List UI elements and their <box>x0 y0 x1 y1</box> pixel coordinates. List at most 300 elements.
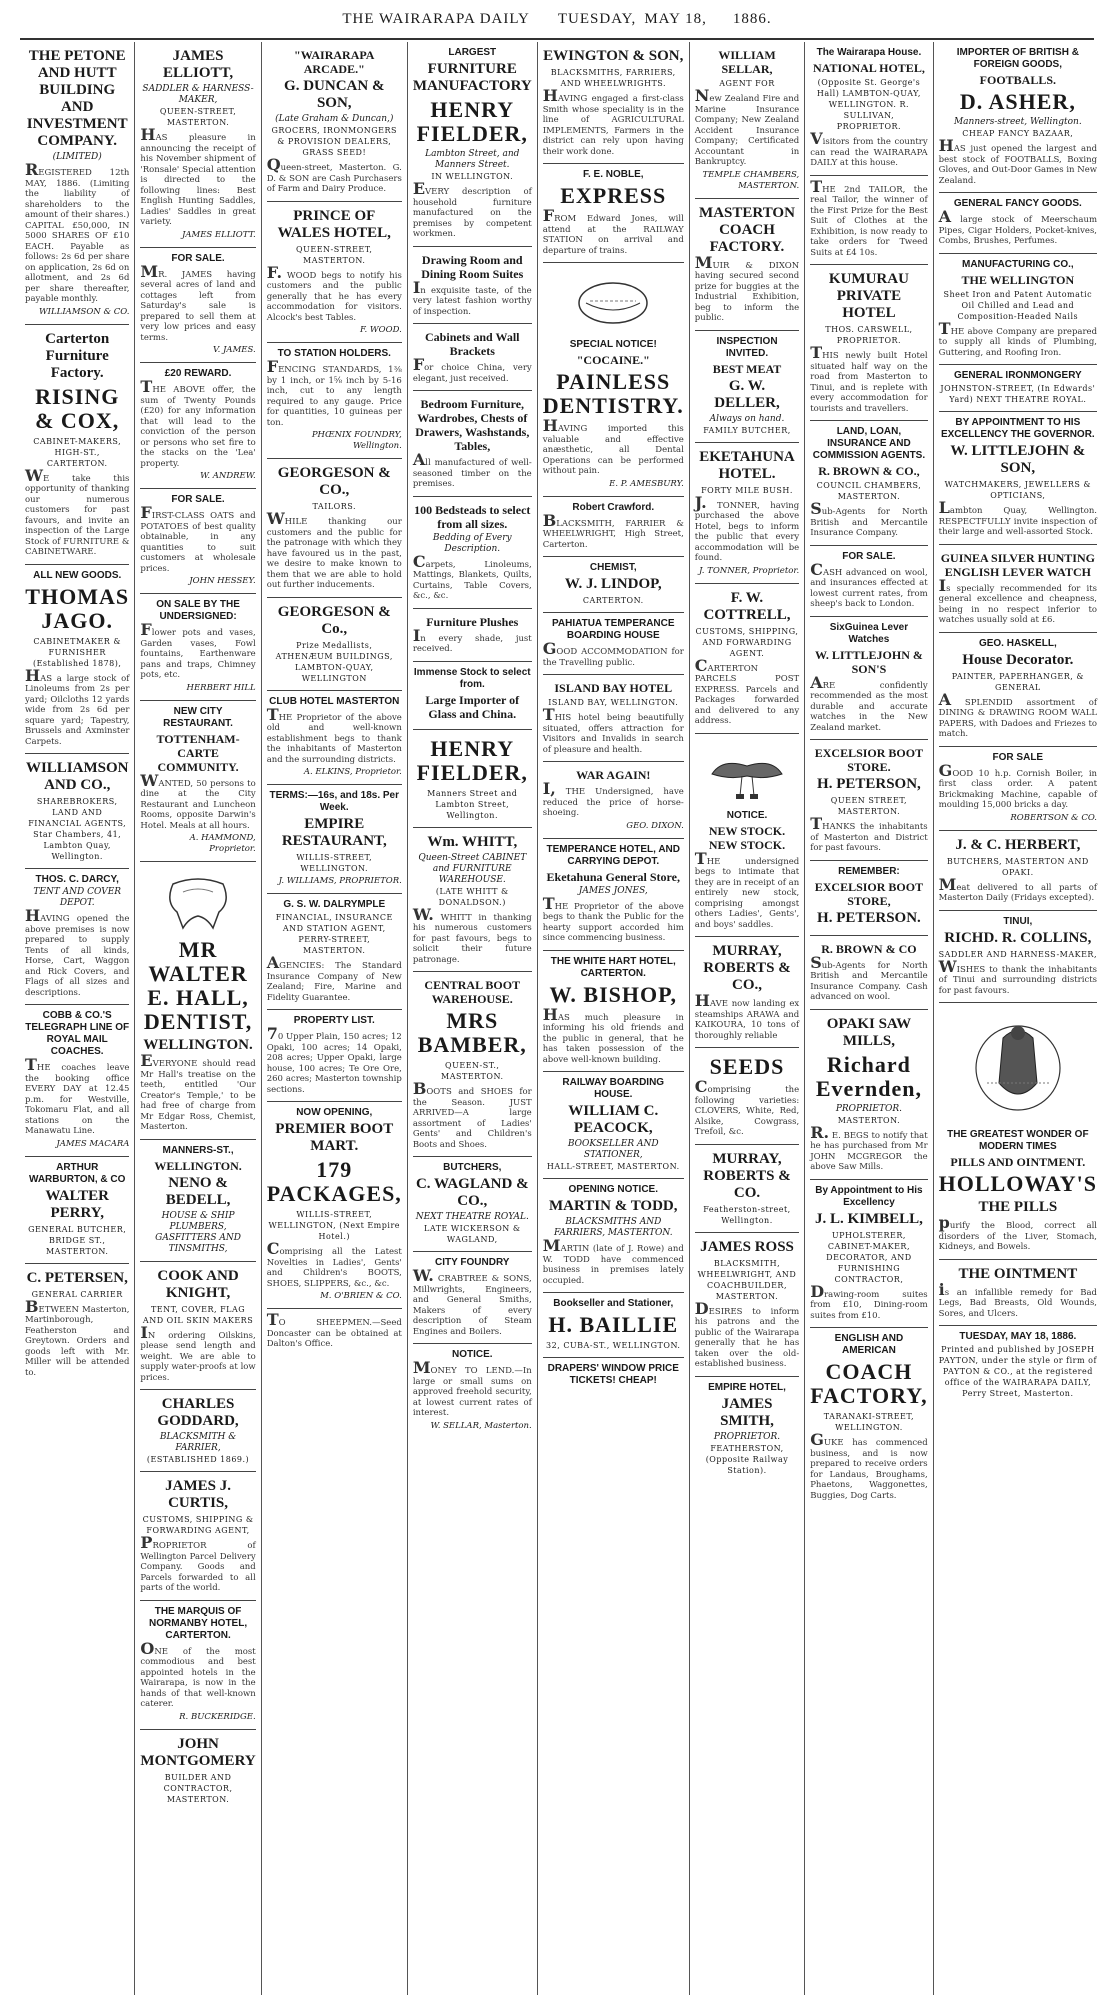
ad-label: G. S. W. DALRYMPLE <box>283 899 386 910</box>
ad-caption: Prize Medallists, ATHENÆUM BUILDINGS, LAMBTON-QUAY, WELLINGTON <box>275 640 393 683</box>
ad-body-text: THE Proprietor of the above old and well-known establishment begs to thank the inhabitants of Masterton and the surrounding districts. <box>266 704 402 765</box>
ad-label: THE WHITE HART HOTEL, CARTERTON. <box>550 955 676 979</box>
advertisement <box>939 1003 1097 1260</box>
ad-title: CHARLES GODDARD, <box>157 1396 239 1429</box>
advertisement <box>413 1252 532 1344</box>
masthead-year: 1886. <box>732 10 772 27</box>
ad-subtitle: HOUSE & SHIP PLUMBERS, GASFITTERS AND TINSMITHS, <box>155 1210 241 1254</box>
ad-label: PROPERTY LIST. <box>293 1015 375 1026</box>
ad-body-text: purify the Blood, correct all disorders of the Liver, Stomach, Kidneys, and Bowels. <box>938 1213 1098 1252</box>
ad-body-text: WANTED, 50 persons to dine at the City Restaurant and Luncheon Rooms, opposite Darwin's Hotel. Meals at all hours. <box>140 770 256 831</box>
advertisement <box>695 199 799 331</box>
ad-label: GEO. HASKELL, <box>978 637 1057 649</box>
ad-caption: CABINETMAKER & FURNISHER (Established 1878), <box>32 636 122 668</box>
ad-heading: THE OINTMENT <box>958 1265 1078 1282</box>
ad-caption: PAINTER, PAPERHANGER, & GENERAL <box>951 671 1084 692</box>
ad-title: J. & C. HERBERT, <box>955 836 1081 853</box>
ad-body-text: EVERYONE should read Mr Hall's treatise on the teeth, entitled 'Our Creator's Temple,' to be had free of charge from Mr Edgar Ross, Chemist, Masterton. <box>140 1051 256 1132</box>
ad-title: JAMES SMITH, <box>720 1395 774 1429</box>
ad-title: RICHD. R. COLLINS, <box>944 929 1092 946</box>
ad-large-title: RISING & COX, <box>35 383 120 433</box>
ad-label: ON SALE BY THE UNDERSIGNED: <box>156 599 240 622</box>
ad-signature: JAMES ELLIOTT. <box>181 229 256 240</box>
ad-body-text: J. TONNER, having purchased the above Hotel, begs to inform the public that every accommodation will be found. <box>694 492 800 563</box>
ad-signature: J. TONNER, Proprietor. <box>699 565 800 576</box>
ad-body-text: HAVING imported this valuable and effective anæsthetic, all Dental Operations can be performed without pain. <box>542 416 684 476</box>
ad-caption: Featherston-street, Wellington. <box>703 1204 791 1225</box>
advertisement <box>543 1358 684 1394</box>
ad-body-text: HAVING engaged a first-class Smith whose speciality is in the line of AGRICULTURAL IMPLEMENTS, Farmers in the district can rely upon having their work done. <box>542 86 684 157</box>
ad-signature: HERBERT HILL <box>186 682 256 693</box>
advertisement <box>413 247 532 325</box>
advertisement <box>140 1730 255 1811</box>
ad-subtitle: (Late Graham & Duncan,) <box>275 114 394 124</box>
ad-label: PAHIATUA TEMPERANCE BOARDING HOUSE <box>551 618 675 641</box>
ad-subheading: WELLINGTON. <box>154 1158 242 1173</box>
ad-body-text: Sub-Agents for North British and Mercantile Insurance Company. <box>810 499 928 538</box>
ad-large-title: Richard Evernden, <box>815 1051 923 1101</box>
ad-body-text: W. WHITT in thanking his numerous customers for past favours, begs to solicit their future patronage. <box>412 904 532 965</box>
ad-title: G. W. DELLER, <box>714 377 780 411</box>
ad-body-text: Sub-Agents for North British and Mercantile Insurance Company. Cash advanced on wool. <box>810 952 928 1002</box>
advertisement <box>543 164 684 263</box>
saddle-illustration <box>702 744 792 804</box>
advertisement <box>267 1010 402 1102</box>
advertisement <box>413 42 532 247</box>
ad-label: FOR SALE <box>992 751 1044 763</box>
advertisement <box>939 1326 1097 1405</box>
ad-body-text: GOOD 10 h.p. Cornish Boiler, in first class order. A patent Brickmaking Machine, capable of moulding 15,000 bricks a day. <box>938 760 1098 810</box>
ad-label: CHEMIST, <box>589 562 637 573</box>
ad-title: MARTIN & TODD, <box>549 1198 678 1214</box>
advertisement <box>810 546 927 617</box>
advertisement <box>939 831 1097 911</box>
ad-label: ARTHUR WARBURTON, & CO <box>28 1161 126 1185</box>
ad-label: MANNERS-ST., <box>162 1144 234 1156</box>
ad-subheading: NEW STOCK. NEW STOCK. <box>708 823 786 852</box>
ad-label: BY APPOINTMENT TO HIS EXCELLENCY THE GOVERNOR. <box>940 417 1095 440</box>
ad-label: TERMS:—16s, and 18s. Per Week. <box>269 790 399 813</box>
ad-caption: FORTY MILE BUSH. <box>701 485 793 495</box>
ad-body-text: BOOTS and SHOES for the Season. JUST ARRIVED—A large assortment of Ladies' Gents' and Children's Boots and Shoes. <box>412 1079 532 1150</box>
ad-title: OPAKI SAW MILLS, <box>826 1015 912 1049</box>
ad-subheading: Bedroom Furniture, Wardrobes, Chests of Drawers, Washstands, Tables, <box>415 397 530 453</box>
ad-label: COBB & CO.'S TELEGRAPH LINE OF ROYAL MAIL COACHES. <box>25 1010 130 1057</box>
advertisement <box>267 691 402 786</box>
ad-label: THE GREATEST WONDER OF MODERN TIMES <box>947 1129 1089 1152</box>
advertisement <box>810 42 927 176</box>
ad-body-text: THE Proprietor of the above begs to thank the Public for the hearty support accorded him since commencing business. <box>542 893 684 943</box>
ad-caption: ISLAND BAY, WELLINGTON. <box>548 698 679 707</box>
ad-body-text: In exquisite taste, of the very latest fashion worthy of inspection. <box>412 277 532 317</box>
ad-body-text: FIRST-CLASS OATS and POTATOES of best quality obtainable, in any quantities to suit customers at wholesale prices. <box>140 503 256 574</box>
ad-body-text: A SPLENDID assortment of DINING & DRAWING ROOM WALL PAPERS, with Dadoes and Friezes to match. <box>938 689 1098 739</box>
ad-subtitle: Queen-Street CABINET and FURNITURE WAREHOUSE. <box>418 852 527 885</box>
advertisement <box>543 1179 684 1293</box>
ad-caption: FINANCIAL, INSURANCE AND STATION AGENT, PERRY-STREET, MASTERTON. <box>275 913 393 955</box>
ad-label: The Wairarapa House. <box>816 47 922 58</box>
ad-subheading: THE WELLINGTON <box>961 272 1075 287</box>
ad-caption: FEATHERSTON, (Opposite Railway Station). <box>705 1443 789 1475</box>
masthead <box>20 0 1094 40</box>
ad-body-text: WISHES to thank the inhabitants of Tinui and surrounding districts for past favours. <box>938 956 1098 996</box>
ad-caption: QUEEN-STREET, MASTERTON. <box>159 107 237 127</box>
ad-body-text: Carpets, Linoleums, Mattings, Blankets, Quilts, Curtains, Table Covers, &c., &c. <box>412 551 532 601</box>
column-7 <box>805 42 933 1995</box>
advertisement <box>939 747 1097 831</box>
ad-title: C. WAGLAND & CO., <box>415 1176 529 1209</box>
ad-signature: F. WOOD. <box>359 325 402 335</box>
ad-large-title: D. ASHER, <box>959 89 1076 114</box>
ad-body-text: THIS hotel being beautifully situated, offers attraction for Visitors and Invalids in search of pleasure and health. <box>542 705 684 755</box>
advertisement <box>25 1005 129 1157</box>
ad-signature: W. SELLAR, Masterton. <box>430 1420 532 1431</box>
ad-caption: SHAREBROKERS, LAND AND FINANCIAL AGENTS, Star Chambers, 41, Lambton Quay, Wellington. <box>28 797 127 861</box>
ad-body-text: MR. JAMES having several acres of land and cottages left from Saturday's sale is prepared to sell them at very low prices and easy terms. <box>140 261 256 343</box>
ad-title: G. DUNCAN & SON, <box>284 78 385 111</box>
ad-heading: THE PILLS <box>978 1199 1058 1215</box>
ad-subheading: EXCELSIOR BOOT STORE. <box>814 746 924 774</box>
advertisement <box>413 1344 532 1438</box>
ad-body-text: MONEY TO LEND.—In large or small sums on approved freehold security, at lowest current rates of interest. <box>412 1358 532 1418</box>
ad-body-text: MUIR & DIXON having secured second prize for buggies at the Industrial Exhibition, beg to inform the public. <box>694 252 800 323</box>
ad-body-text: Drawing-room suites from £10, Dining-room suites from £10. <box>810 1281 928 1321</box>
ad-subheading: GUINEA SILVER HUNTING ENGLISH LEVER WATCH <box>940 550 1095 579</box>
advertisement <box>939 42 1097 193</box>
ad-subheading: EXCELSIOR BOOT STORE, <box>814 879 924 908</box>
advertisement <box>543 1072 684 1179</box>
ad-body-text: Comprising all the Latest Novelties in Ladies', Gents' and Children's BOOTS, SHOES, SLIPPERS, &c., &c. <box>266 1239 402 1289</box>
ad-body-text: FENCING STANDARDS, 1⅜ by 1 inch, or 1⅝ inch by 5-16 inch, cut to any length required to any gauge. Price for quantities, 10 guineas per ton. <box>266 357 402 428</box>
advertisement <box>140 1262 255 1391</box>
ad-subheading: W. LITTLEJOHN & SON'S <box>814 647 923 676</box>
ad-subheading: Cabinets and Wall Brackets <box>425 330 520 358</box>
ad-label: £20 REWARD. <box>164 368 232 379</box>
advertisement <box>25 565 129 755</box>
ad-caption: QUEEN STREET, MASTERTON. <box>830 796 908 816</box>
ad-label: ENGLISH AND AMERICAN <box>834 1333 904 1356</box>
ad-label: EMPIRE HOTEL, <box>708 1381 786 1393</box>
masthead-date: MAY 18, <box>644 10 707 27</box>
ad-large-title: SEEDS <box>709 1054 785 1079</box>
ad-subtitle: PROPRIETOR. <box>835 1103 903 1114</box>
advertisement <box>543 1293 684 1358</box>
ad-title: JOHN MONTGOMERY <box>140 1735 256 1769</box>
ad-subheading: Drawing Room and Dining Room Suites <box>421 252 524 281</box>
ad-subtitle: SADDLER & HARNESS-MAKER, <box>142 84 254 105</box>
ad-subtitle: PROPRIETOR. <box>713 1431 781 1442</box>
advertisement <box>939 412 1097 545</box>
advertisement <box>140 594 255 701</box>
ad-body-text: HAS just opened the largest and best stock of FOOTBALLS, Boxing Gloves, and Out-Door Games in New Zealand. <box>938 136 1098 186</box>
advertisement <box>939 1260 1097 1327</box>
ad-caption: QUEEN-ST., MASTERTON. <box>441 1061 504 1081</box>
ad-title: FURNITURE MANUFACTORY <box>412 61 532 94</box>
ad-caption: (LATE WHITT & DONALDSON.) <box>435 886 509 907</box>
advertisement <box>25 325 129 565</box>
ad-subheading: WAR AGAIN! <box>576 768 651 782</box>
ad-title: MURRAY, ROBERTS & CO. <box>703 1150 791 1201</box>
ad-body-text: GOOD ACCOMMODATION for the Travelling public. <box>542 639 684 668</box>
advertisement <box>267 343 402 459</box>
ad-label: CITY FOUNDRY <box>435 1257 510 1268</box>
ad-large-title: MR WALTER E. HALL, DENTIST, <box>143 937 253 1034</box>
ad-label: NOTICE. <box>726 809 768 821</box>
ad-body-text: TO SHEEPMEN.—Seed Doncaster can be obtained at Dalton's Office. <box>266 1310 402 1349</box>
ad-caption: 32, CUBA-ST., WELLINGTON. <box>546 1341 681 1350</box>
ad-subtitle: Manners-street, Wellington. <box>953 117 1082 127</box>
ad-caption: IN WELLINGTON. <box>431 172 514 181</box>
ad-title: THE PETONE AND HUTT BUILDING AND INVESTMENT COMPANY. <box>26 48 128 149</box>
ad-caption: QUEEN-STREET, MASTERTON. <box>296 244 373 265</box>
ad-large-title: HENRY FIELDER, <box>416 97 528 146</box>
ad-subtitle: Bedding of Every Description. <box>432 532 512 554</box>
ad-title: WILLIAMSON AND CO., <box>25 760 129 793</box>
ad-signature: PHŒNIX FOUNDRY, Wellington. <box>311 430 402 451</box>
advertisement <box>543 42 684 164</box>
ad-signature: ROBERTSON & CO. <box>1010 812 1098 823</box>
advertisement <box>267 42 402 202</box>
ad-large-title: W. BISHOP, <box>549 981 678 1007</box>
advertisement <box>413 391 532 497</box>
ad-subtitle: NEXT THEATRE ROYAL. <box>415 1212 529 1222</box>
ad-label: ALL NEW GOODS. <box>33 569 122 581</box>
ad-subtitle: TENT AND COVER DEPOT. <box>33 887 122 908</box>
ad-label: REMEMBER: <box>838 865 900 877</box>
ad-title: J. L. KIMBELL, <box>814 1210 923 1227</box>
ad-title: EMPIRE RESTAURANT, <box>281 816 387 849</box>
ad-large-title: MRS BAMBER, <box>417 1008 527 1057</box>
ad-body-text: CASH advanced on wool, and insurances effected at lowest current rates, from sheep's back to London. <box>810 559 928 609</box>
advertisement <box>939 193 1097 254</box>
ad-label: LARGEST <box>448 47 497 58</box>
ad-label: GENERAL IRONMONGERY <box>953 370 1082 381</box>
advertisement <box>695 331 799 443</box>
ad-caption: FAMILY BUTCHER, <box>703 425 791 435</box>
advertisement <box>25 869 129 1005</box>
advertisement <box>267 459 402 598</box>
ad-title: MURRAY, ROBERTS & CO., <box>703 943 791 993</box>
advertisement <box>810 936 927 1010</box>
ad-title: H. PETERSON. <box>817 909 921 926</box>
advertisement <box>695 1377 799 1482</box>
advertisement <box>140 489 255 594</box>
advertisement <box>413 662 532 730</box>
ad-label: TUESDAY, MAY 18, 1886. <box>959 1331 1077 1342</box>
advertisement <box>695 937 799 1048</box>
advertisement <box>810 176 927 266</box>
ad-subheading: FOOTBALLS. <box>979 73 1057 87</box>
ad-body-text: WE take this opportunity of thanking our numerous customers for past favours, and invite an inspection of the Large Stock of FURNITURE & CABINETWARE. <box>25 465 130 557</box>
advertisement <box>413 730 532 828</box>
ad-body-text: All manufactured of well-seasoned timber on the premises. <box>412 450 532 489</box>
ad-title: PRINCE OF WALES HOTEL, <box>277 207 391 241</box>
ad-signature: JAMES MACARA <box>56 1138 130 1149</box>
ad-body-text: Is specially recommended for its general excellence and cheapness, being in no respect inferior to watches usually sold at £6. <box>938 575 1098 625</box>
ad-body-text: Flower pots and vases, Garden vases, Fowl fountains, Earthenware pans and traps, Chimney pots, etc. <box>140 620 256 680</box>
ad-body-text: DESIRES to inform his patrons and the public of the Wairarapa generally that he has taken over the old-established business. <box>694 1298 800 1369</box>
advertisement <box>413 972 532 1157</box>
advertisement <box>810 265 927 421</box>
ad-caption: BLACKSMITHS, FARRIERS, AND WHEELWRIGHTS. <box>550 68 676 88</box>
ad-body-text: For choice China, very elegant, just received. <box>412 355 532 384</box>
advertisement <box>140 1140 255 1262</box>
ad-subtitle: Always on hand. <box>709 413 785 424</box>
ad-subtitle: Lambton Street, and Manners Street. <box>425 149 520 170</box>
ad-label: DRAPERS' WINDOW PRICE TICKETS! CHEAP! <box>547 1363 679 1386</box>
ad-caption: JOHNSTON-STREET, (In Edwards' Yard) NEXT THEATRE ROYAL. <box>940 384 1096 404</box>
ad-label: Immense Stock to select from. <box>413 666 531 690</box>
ad-subheading: R. BROWN & CO <box>821 941 917 956</box>
advertisement <box>939 545 1097 633</box>
advertisement <box>810 1010 927 1180</box>
ad-caption: CUSTOMS, SHIPPING & FORWARDING AGENT, <box>142 1515 254 1535</box>
ad-body-text: HAVE now landing ex steamships ARAWA and KAIKOURA, 10 tons of thoroughly reliable <box>694 991 800 1041</box>
ad-signature: R. BUCKERIDGE. <box>179 1711 256 1722</box>
ad-body-text: REGISTERED 12th MAY, 1886. (Limiting the liability of shareholders to the amount of their shares.) CAPITAL £50,000, IN 5000 SHARES OF £10 EACH. Payable as follows: 2s 6d per share on application, 2s 6d on allotment, and 2s 6d per share thereafter, payable monthly. <box>25 160 130 304</box>
ad-title: W. J. LINDOP, <box>564 576 662 592</box>
ad-caption: SADDLER AND HARNESS-MAKER, <box>938 949 1097 959</box>
ad-large-title: EXPRESS <box>560 183 667 208</box>
ad-body-text: HAS a large stock of Linoleums from 2s per yard; Oilcloths 12 yards wide from 2s 6d per square yard; Tapestry, Brussels and Axminster Carpets. <box>25 665 130 747</box>
ad-subheading: CENTRAL BOOT WAREHOUSE. <box>424 978 521 1006</box>
column-5 <box>538 42 690 1995</box>
ad-label: By Appointment to His Excellency <box>815 1184 923 1208</box>
ad-label: OPENING NOTICE. <box>568 1184 658 1195</box>
column-3 <box>262 42 408 1995</box>
ad-body-text: 70 Upper Plain, 150 acres; 12 Opaki, 100 acres; 14 Opaki, 208 acres; Upper Opaki, large house, 100 acres; Te Ore Ore, 260 acres; Masterton township sections. <box>266 1024 402 1095</box>
column-2 <box>135 42 261 1995</box>
column-4 <box>408 42 538 1995</box>
ad-body-text: A large stock of Meerschaum Pipes, Cigar Holders, Pocket-knives, Combs, Brushes, Perfumes. <box>938 207 1098 246</box>
advertisement <box>140 1601 255 1730</box>
ad-subheading: "WAIRARAPA ARCADE." <box>294 48 375 76</box>
advert-columns <box>20 42 1102 1995</box>
ad-signature: V. JAMES. <box>212 345 256 355</box>
ad-label: Bookseller and Stationer, <box>553 1298 674 1309</box>
ad-caption: UPHOLSTERER, CABINET-MAKER, DECORATOR, AND FURNISHING CONTRACTOR, <box>826 1230 912 1284</box>
ad-body-text: THANKS the inhabitants of Masterton and District for past favours. <box>810 814 928 853</box>
ad-caption: (ESTABLISHED 1869.) <box>146 1455 250 1464</box>
ad-label: F. E. NOBLE, <box>582 169 644 180</box>
ad-body-text: THE 2nd TAILOR, the real Tailor, the winner of the First Prize for the Best Suit of Clothes at the Exhibition, is now ready to take orders for Tweed Suits at £4 10s. <box>810 176 928 258</box>
advertisement <box>140 701 255 863</box>
ad-title: KUMURAU PRIVATE HOTEL <box>828 271 909 321</box>
ad-body-text: MARTIN (late of J. Rowe) and W. TODD have commenced business in premises lately occupied. <box>542 1236 684 1286</box>
advertisement <box>140 248 255 364</box>
ad-large-title: H. BAILLIE <box>548 1312 679 1337</box>
ad-title: Carterton Furniture Factory. <box>45 330 110 381</box>
ad-caption: CARTERTON. <box>582 596 644 605</box>
ad-title: W. LITTLEJOHN & SON, <box>950 443 1086 476</box>
ad-subheading: "COCAINE." <box>576 353 650 367</box>
ad-label: THOS. C. DARCY, <box>35 874 119 885</box>
ad-large-title: HOLLOWAY'S <box>938 1171 1098 1196</box>
masthead-paper-title: THE WAIRARAPA DAILY <box>342 10 530 27</box>
ad-title: NENO & BEDELL, <box>165 1174 231 1208</box>
ad-body-text: THIS newly built Hotel situated half way on the road from Masterton to Tinui, and is replete with every accommodation for tourists and travellers. <box>810 343 928 414</box>
advertisement <box>810 421 927 546</box>
ad-caption: GENERAL BUTCHER, BRIDGE ST., MASTERTON. <box>28 1224 127 1256</box>
advertisement <box>695 443 799 584</box>
ad-title: MASTERTON COACH FACTORY. <box>699 204 795 255</box>
advertisement <box>939 911 1097 1004</box>
ad-caption: (Opposite St. George's Hall) LAMBTON-QUAY, WELLINGTON. R. SULLIVAN, PROPRIETOR. <box>816 78 921 131</box>
dental-mouth-illustration <box>568 273 658 333</box>
advertisement <box>543 557 684 613</box>
ad-large-title: COACH FACTORY, <box>810 1359 928 1408</box>
ad-label: TINUI, <box>1003 915 1033 927</box>
column-6 <box>690 42 805 1995</box>
ad-body-text: HAS much pleasure in informing his old friends and the public in general, that he has taken possession of the above well-known building. <box>542 1004 684 1065</box>
advertisement <box>25 42 129 325</box>
ad-heading: House Decorator. <box>962 651 1074 668</box>
advertisement <box>543 762 684 839</box>
ad-body-text: WHILE thanking our customers and the public for the patronage with which they have favoured us in the past, we desire to make known to them that we are able to hold out further inducements. <box>266 509 402 590</box>
ad-signature: A. HAMMOND, Proprietor. <box>189 833 256 854</box>
ad-signature: E. P. AMESBURY. <box>609 478 684 489</box>
ad-caption: BLACKSMITH, WHEELWRIGHT, AND COACHBUILDER, MASTERTON. <box>697 1258 797 1301</box>
ad-subheading: 100 Bedsteads to select from all sizes. <box>414 502 531 531</box>
ad-signature: J. WILLIAMS, PROPRIETOR. <box>278 876 402 886</box>
ad-subheading: R. BROWN & CO., <box>818 464 920 478</box>
masthead-day: TUESDAY, <box>557 10 637 27</box>
ad-label: NOTICE. <box>451 1349 493 1360</box>
ad-body-text: ONE of the most commodious and best appointed hotels in the Wairarapa, is now in the hands of that well-known caterer. <box>140 1638 256 1709</box>
ad-label: IMPORTER OF BRITISH & FOREIGN GOODS, <box>956 47 1079 70</box>
ad-body-text: is an infallible remedy for Bad Legs, Bad Breasts, Old Wounds, Sores, and Ulcers. <box>938 1279 1098 1319</box>
ad-caption: GROCERS, IRONMONGERS & PROVISION DEALERS, GRASS SEED! <box>271 126 397 157</box>
ad-title: WALTER PERRY, <box>45 1187 110 1221</box>
advertisement <box>543 263 684 497</box>
advertisement <box>695 584 799 734</box>
ad-caption: TAILORS. <box>312 502 356 511</box>
ad-body-text: Visitors from the country can read the WAIRARAPA DAILY at this house. <box>810 129 928 168</box>
column-1 <box>20 42 135 1995</box>
advertisement <box>939 365 1097 412</box>
ad-label: NOW OPENING, <box>296 1107 373 1118</box>
advertisement <box>695 734 799 938</box>
advertisement <box>413 828 532 973</box>
advertisement <box>140 1390 255 1472</box>
ad-large-title: THOMAS JAGO. <box>25 583 130 633</box>
ad-body-text: GUKE has commenced business, and is now prepared to receive orders for Landaus, Broughams, Phaetons, Waggonettes, Buggies, Dog Carts. <box>810 1430 928 1501</box>
ad-signature: M. O'BRIEN & CO. <box>320 1291 402 1301</box>
advertisement <box>939 254 1097 366</box>
advertisement <box>695 1233 799 1377</box>
ad-caption: Printed and published by JOSEPH PAYTON, under the style or firm of PAYTON & CO., at the registered office of the WAIRARAPA DAILY, Perry Street, Masterton. <box>938 1345 1097 1398</box>
ad-title: Wm. WHITT, <box>427 833 518 850</box>
ad-body-text: Lambton Quay, Wellington. RESPECTFULLY invite inspection of their large and well-assorted Stock. <box>938 498 1098 537</box>
ad-caption: Sheet Iron and Patent Automatic Oil Chilled and Lead and Composition-Headed Nails <box>943 289 1093 321</box>
advertisement <box>810 740 927 861</box>
ad-subheading: ISLAND BAY HOTEL <box>554 681 673 695</box>
advertisement <box>543 675 684 762</box>
ad-body-text: HAS pleasure in announcing the receipt of his November shipment of 'Ronsale' Special attention is directed to the following lines: Best English Hunting Saddles, Ladies' Saddles in great variety. <box>140 125 256 227</box>
ad-signature: GEO. DIXON. <box>626 820 684 831</box>
ad-caption: GENERAL CARRIER <box>31 1289 123 1299</box>
ad-title: GEORGESON & CO., <box>277 465 391 498</box>
advertisement <box>810 861 927 936</box>
ad-label: FOR SALE. <box>171 494 225 505</box>
ad-body-text: EVERY description of household furniture manufactured on the premises by competent workmen. <box>412 179 532 239</box>
ad-caption: WILLIS-STREET, WELLINGTON, (Next Empire Hotel.) <box>268 1210 400 1241</box>
ad-body-text: Comprising the following varieties: CLOVERS, White, Red, Alsike, Cowgrass, Trefoil, &c. <box>694 1077 800 1137</box>
advertisement <box>543 951 684 1073</box>
ad-subheading: BEST MEAT <box>712 361 782 376</box>
ad-body-text: W. CRABTREE & SONS, Millwrights, Engineers, and General Smiths, Makers of every description of Steam Engines and Boilers. <box>412 1266 532 1337</box>
advertisement <box>25 1157 129 1264</box>
